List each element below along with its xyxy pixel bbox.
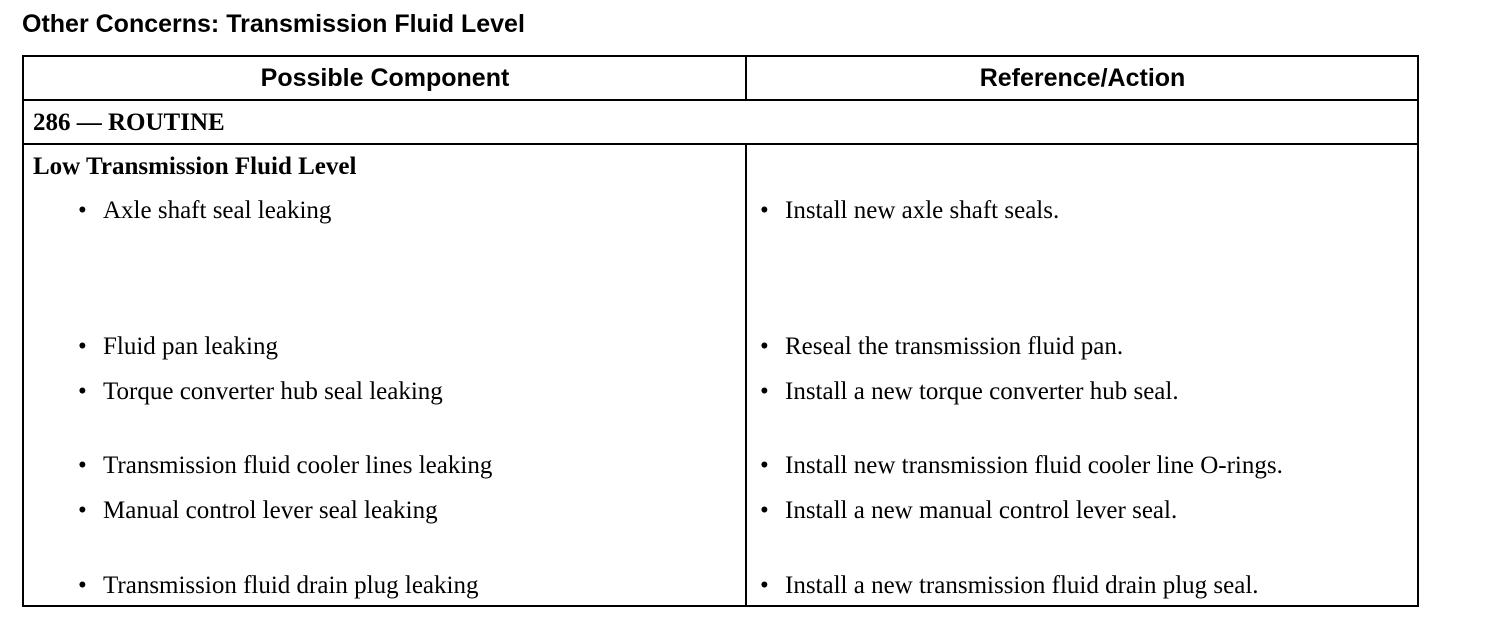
action-item xyxy=(760,496,1177,526)
bullet-icon: • xyxy=(78,197,87,224)
action-text: Reseal the transmission fluid pan. xyxy=(785,333,1124,360)
bullet-icon: • xyxy=(760,497,769,524)
bullet-icon: • xyxy=(760,333,769,360)
bullet-icon: • xyxy=(760,197,769,224)
component-text: Torque converter hub seal leaking xyxy=(103,378,443,405)
column-divider-body xyxy=(745,145,747,605)
component-item xyxy=(78,332,278,362)
bullet-icon: • xyxy=(760,452,769,479)
action-item xyxy=(760,332,1123,362)
component-item xyxy=(78,496,438,526)
code-row xyxy=(24,101,1417,145)
bullet-icon: • xyxy=(78,378,87,405)
component-text: Transmission fluid cooler lines leaking xyxy=(103,452,493,479)
action-text: Install new transmission fluid cooler line O-rings. xyxy=(785,452,1283,479)
bullet-icon: • xyxy=(760,378,769,405)
code-label: 286 — ROUTINE xyxy=(33,109,225,136)
table-header-row xyxy=(24,57,1417,101)
component-text: Transmission fluid drain plug leaking xyxy=(103,572,479,599)
action-text: Install a new torque converter hub seal. xyxy=(785,378,1179,405)
action-text: Install new axle shaft seals. xyxy=(785,197,1060,224)
diagnostic-table xyxy=(22,55,1419,607)
column-header-component: Possible Component xyxy=(260,63,510,92)
action-item xyxy=(760,451,1283,481)
action-item xyxy=(760,196,1059,226)
page-title: Other Concerns: Transmission Fluid Level xyxy=(22,10,525,38)
action-item xyxy=(760,377,1179,407)
component-item xyxy=(78,571,478,601)
component-item xyxy=(78,196,331,226)
action-text: Install a new manual control lever seal. xyxy=(785,497,1178,524)
component-item xyxy=(78,451,492,481)
bullet-icon: • xyxy=(78,572,87,599)
action-text: Install a new transmission fluid drain plug seal. xyxy=(785,572,1259,599)
column-divider-header xyxy=(745,57,747,99)
component-text: Manual control lever seal leaking xyxy=(103,497,438,524)
bullet-icon: • xyxy=(760,572,769,599)
bullet-icon: • xyxy=(78,333,87,360)
action-item xyxy=(760,571,1259,601)
bullet-icon: • xyxy=(78,497,87,524)
bullet-icon: • xyxy=(78,452,87,479)
component-item xyxy=(78,377,443,407)
component-text: Axle shaft seal leaking xyxy=(103,197,332,224)
column-header-action: Reference/Action xyxy=(979,63,1186,92)
group-title: Low Transmission Fluid Level xyxy=(33,153,357,180)
component-text: Fluid pan leaking xyxy=(103,333,278,360)
